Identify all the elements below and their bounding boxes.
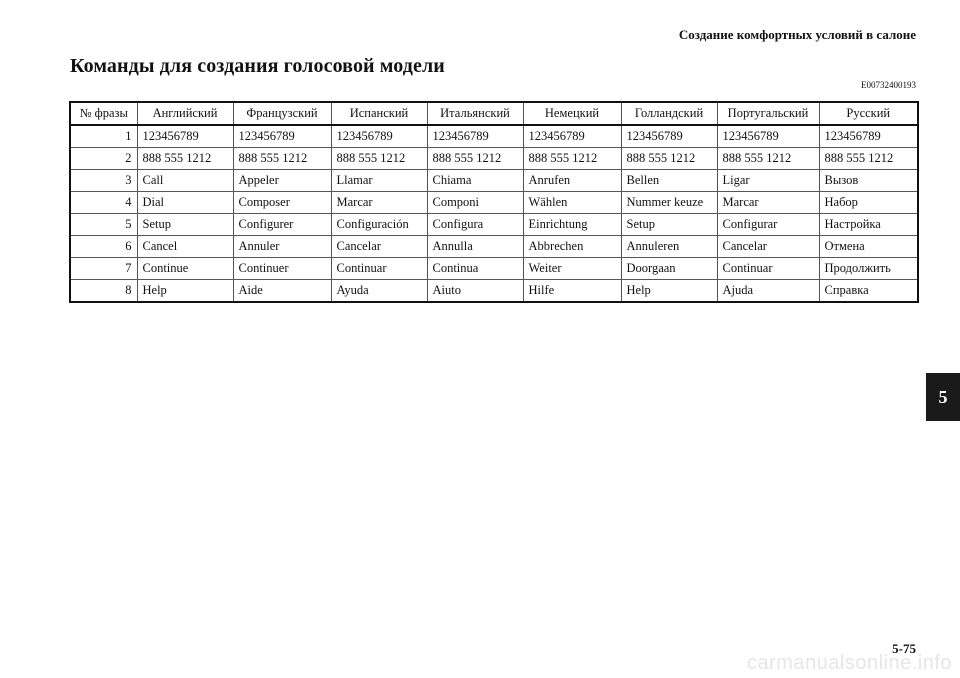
table-cell: Continuar <box>717 258 819 280</box>
table-cell: Ajuda <box>717 280 819 303</box>
table-cell: Ayuda <box>331 280 427 303</box>
phrase-number-cell: 1 <box>70 125 137 148</box>
column-header: Немецкий <box>523 102 621 125</box>
column-header: Голландский <box>621 102 717 125</box>
table-cell: Setup <box>621 214 717 236</box>
table-cell: Aide <box>233 280 331 303</box>
voice-commands-table-wrap <box>69 101 917 303</box>
table-cell: Marcar <box>717 192 819 214</box>
document-code: E00732400193 <box>861 80 916 90</box>
voice-commands-table <box>69 101 919 303</box>
table-cell: Doorgaan <box>621 258 717 280</box>
table-cell: 123456789 <box>331 125 427 148</box>
table-cell: Anrufen <box>523 170 621 192</box>
table-cell: Cancelar <box>717 236 819 258</box>
table-cell: 888 555 1212 <box>523 148 621 170</box>
table-cell: Annuler <box>233 236 331 258</box>
column-header: Итальянский <box>427 102 523 125</box>
column-header: Испанский <box>331 102 427 125</box>
table-body <box>70 125 918 302</box>
table-row <box>70 236 918 258</box>
table-cell: Marcar <box>331 192 427 214</box>
running-header: Создание комфортных условий в салоне <box>678 27 916 42</box>
table-cell: Annuleren <box>621 236 717 258</box>
table-cell: 888 555 1212 <box>233 148 331 170</box>
phrase-number-cell: 3 <box>70 170 137 192</box>
section-title: Команды для создания голосовой модели <box>70 55 445 77</box>
column-header: Русский <box>819 102 918 125</box>
table-cell: Cancelar <box>331 236 427 258</box>
table-cell: Configurar <box>717 214 819 236</box>
table-cell: Ligar <box>717 170 819 192</box>
phrase-number-cell: 7 <box>70 258 137 280</box>
table-cell: 888 555 1212 <box>427 148 523 170</box>
table-cell: 888 555 1212 <box>621 148 717 170</box>
table-cell: Composer <box>233 192 331 214</box>
column-header: Французский <box>233 102 331 125</box>
table-row <box>70 192 918 214</box>
table-cell: 123456789 <box>137 125 233 148</box>
table-cell: Wählen <box>523 192 621 214</box>
table-cell: Configuración <box>331 214 427 236</box>
table-cell: 123456789 <box>427 125 523 148</box>
table-cell: Setup <box>137 214 233 236</box>
table-cell: Configura <box>427 214 523 236</box>
table-cell: 123456789 <box>621 125 717 148</box>
table-cell: Набор <box>819 192 918 214</box>
table-cell: 123456789 <box>819 125 918 148</box>
table-cell: 123456789 <box>523 125 621 148</box>
table-cell: Weiter <box>523 258 621 280</box>
table-row <box>70 280 918 303</box>
table-cell: Call <box>137 170 233 192</box>
table-row <box>70 170 918 192</box>
table-cell: Annulla <box>427 236 523 258</box>
table-cell: Bellen <box>621 170 717 192</box>
table-cell: Llamar <box>331 170 427 192</box>
table-cell: Help <box>137 280 233 303</box>
table-cell: Configurer <box>233 214 331 236</box>
table-cell: Dial <box>137 192 233 214</box>
table-cell: Aiuto <box>427 280 523 303</box>
phrase-number-cell: 8 <box>70 280 137 303</box>
table-cell: 888 555 1212 <box>717 148 819 170</box>
table-cell: Cancel <box>137 236 233 258</box>
table-cell: Componi <box>427 192 523 214</box>
column-header: Португальский <box>717 102 819 125</box>
table-row <box>70 125 918 148</box>
table-cell: Continuer <box>233 258 331 280</box>
phrase-number-cell: 6 <box>70 236 137 258</box>
page-number: 5-75 <box>892 641 916 656</box>
table-cell: Hilfe <box>523 280 621 303</box>
table-cell: 888 555 1212 <box>819 148 918 170</box>
phrase-number-cell: 4 <box>70 192 137 214</box>
column-header: Английский <box>137 102 233 125</box>
table-cell: Abbrechen <box>523 236 621 258</box>
table-cell: Nummer keuze <box>621 192 717 214</box>
phrase-number-cell: 2 <box>70 148 137 170</box>
table-cell: Einrichtung <box>523 214 621 236</box>
table-cell: Отмена <box>819 236 918 258</box>
table-cell: Продолжить <box>819 258 918 280</box>
table-cell: Chiama <box>427 170 523 192</box>
chapter-tab <box>926 373 960 421</box>
table-row <box>70 258 918 280</box>
table-cell: Appeler <box>233 170 331 192</box>
table-cell: Настройка <box>819 214 918 236</box>
table-cell: Справка <box>819 280 918 303</box>
table-cell: 123456789 <box>233 125 331 148</box>
watermark: carmanualsonline.info <box>746 652 952 674</box>
chapter-tab-label: 5 <box>938 386 948 407</box>
table-cell: Help <box>621 280 717 303</box>
table-header-row <box>70 102 918 125</box>
table-cell: Вызов <box>819 170 918 192</box>
phrase-number-cell: 5 <box>70 214 137 236</box>
table-row <box>70 214 918 236</box>
table-cell: Continuar <box>331 258 427 280</box>
table-cell: 123456789 <box>717 125 819 148</box>
table-cell: 888 555 1212 <box>331 148 427 170</box>
table-cell: 888 555 1212 <box>137 148 233 170</box>
table-cell: Continua <box>427 258 523 280</box>
table-row <box>70 148 918 170</box>
column-header: № фразы <box>70 102 137 125</box>
table-cell: Continue <box>137 258 233 280</box>
